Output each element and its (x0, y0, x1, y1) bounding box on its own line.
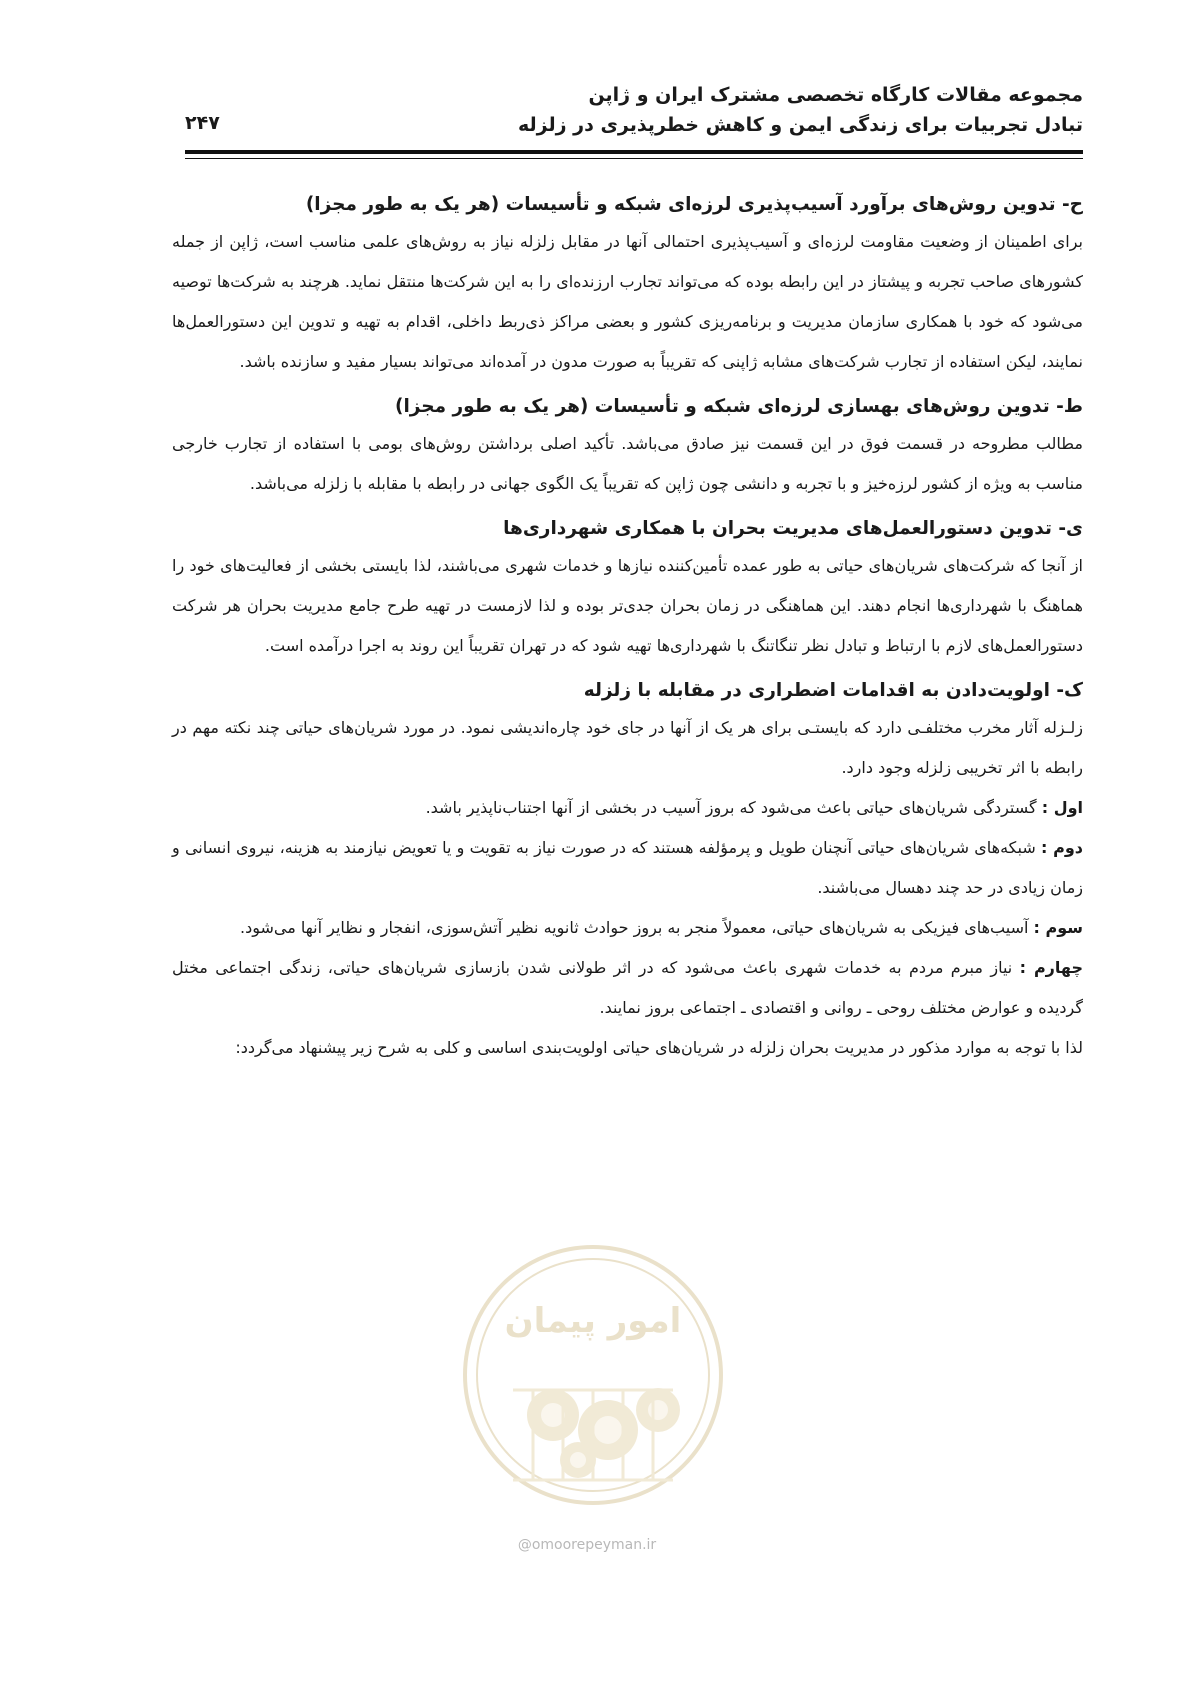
list-item-fourth (172, 948, 1083, 1028)
list-item-text: آسیب‌های فیزیکی به شریان‌های حیاتی، معمولاً منجر به بروز حوادث ثانویه نظیر آتش‌سوزی، انفجار و نظایر آنها می‌شود. (240, 918, 1029, 937)
section-paragraph-t: مطالب مطروحه در قسمت فوق در این قسمت نیز صادق می‌باشد. تأکید اصلی برداشتن روش‌های بومی با استفاده از تجارب خارجی مناسب به ویژه از کشور لرزه‌خیز و با تجربه و دانشی چون ژاپن که تقریباً یک الگوی جهانی در رابطه با مقابله با زلزله می‌باشد. (172, 434, 1083, 493)
watermark-logo (458, 1240, 728, 1510)
list-item-text: شبکه‌های شریان‌های حیاتی آنچنان طویل و پرمؤلفه هستند که در صورت نیاز به تقویت و یا تعویض نیازمند به هزینه، نیروی انسانی و زمان زیادی در حد چند دهسال می‌باشند. (172, 838, 1083, 897)
section-heading-y: ی- تدوین دستورالعمل‌های مدیریت بحران با همکاری شهرداری‌ها (503, 518, 1083, 539)
page-number: ۲۴۷ (185, 112, 220, 134)
section-heading-h: ح- تدوین روش‌های برآورد آسیب‌پذیری لرزه‌ای شبکه و تأسیسات (هر یک به طور مجزا) (305, 194, 1083, 215)
list-item-label: چهارم : (1019, 958, 1083, 977)
section-paragraph-y: از آنجا که شرکت‌های شریان‌های حیاتی به طور عمده تأمین‌کننده نیازها و خدمات شهری می‌باشند، لذا بایستی بخشی از فعالیت‌های خود را هماهنگ با شهرداری‌ها انجام دهند. این هماهنگی در زمان بحران جدی‌تر بوده و لذا لازمست در تهیه طرح جامع مدیریت بحران هر شرکت دستورالعمل‌های لازم با ارتباط و تبادل نظر تنگاتنگ با شهرداری‌ها تهیه شود که در تهران تقریباً این روند به اجرا درآمده است. (172, 556, 1083, 655)
header-title: مجموعه مقالات کارگاه تخصصی مشترک ایران و ژاپن (588, 84, 1083, 106)
watermark-url: @omoorepeyman.ir (517, 1537, 657, 1553)
header-subtitle: تبادل تجربیات برای زندگی ایمن و کاهش خطرپذیری در زلزله (518, 114, 1083, 136)
header-rule-thin (185, 158, 1083, 159)
header-rule-thick (185, 150, 1083, 154)
section-heading-k: ک- اولویت‌دادن به اقدامات اضطراری در مقابله با زلزله (583, 680, 1083, 701)
watermark-logo-text: امور پیمان (504, 1301, 682, 1341)
section-paragraph-k: زلـزله آثار مخرب مختلفـی دارد که بایستـی برای هر یک از آنها در جای خود چاره‌اندیشی نمود. در مورد شریان‌های حیاتی چند نکته مهم در رابطه با اثر تخریبی زلزله وجود دارد. (172, 718, 1083, 777)
section-paragraph-h: برای اطمینان از وضعیت مقاومت لرزه‌ای و آسیب‌پذیری احتمالی آنها در مقابل زلزله نیاز به روش‌های علمی مناسب است، ژاپن از جمله کشورهای صاحب تجربه و پیشتاز در این رابطه بوده که می‌تواند تجارب ارزنده‌ای را به این شرکت‌ها منتقل نماید. هرچند به شرکت‌ها توصیه می‌شود که خود با همکاری سازمان مدیریت و برنامه‌ریزی کشور و بعضی مراکز ذی‌ربط داخلی، اقدام به تهیه و تدوین این دستورالعمل‌ها نمایند، لیکن استفاده از تجارب شرکت‌های مشابه ژاپنی که تقریباً به صورت مدون در آمده‌اند می‌تواند بسیار مفید و سازنده باشد. (172, 232, 1083, 371)
list-item-label: دوم : (1041, 838, 1084, 857)
list-item-third (172, 908, 1083, 948)
list-item-second (172, 828, 1083, 908)
section-heading-t: ط- تدوین روش‌های بهسازی لرزه‌ای شبکه و تأسیسات (هر یک به طور مجزا) (394, 396, 1083, 417)
list-item-label: سوم : (1033, 918, 1083, 937)
document-body (172, 188, 1083, 1068)
list-item-label: اول : (1041, 798, 1083, 817)
list-item-first (172, 788, 1083, 828)
list-item-text: گستردگی شریان‌های حیاتی باعث می‌شود که بروز آسیب در بخشی از آنها اجتناب‌ناپذیر باشد. (425, 798, 1037, 817)
page-header (185, 80, 1083, 140)
list-item-text: نیاز مبرم مردم به خدمات شهری باعث می‌شود که در اثر طولانی شدن بازسازی شریان‌های حیاتی، زندگی اجتماعی مختل گردیده و عوارض مختلف روحی ـ روانی و اقتصادی ـ اجتماعی بروز نمایند. (172, 958, 1083, 1017)
closing-paragraph: لذا با توجه به موارد مذکور در مدیریت بحران زلزله در شریان‌های حیاتی اولویت‌بندی اساسی و کلی به شرح زیر پیشنهاد می‌گردد: (235, 1038, 1083, 1057)
